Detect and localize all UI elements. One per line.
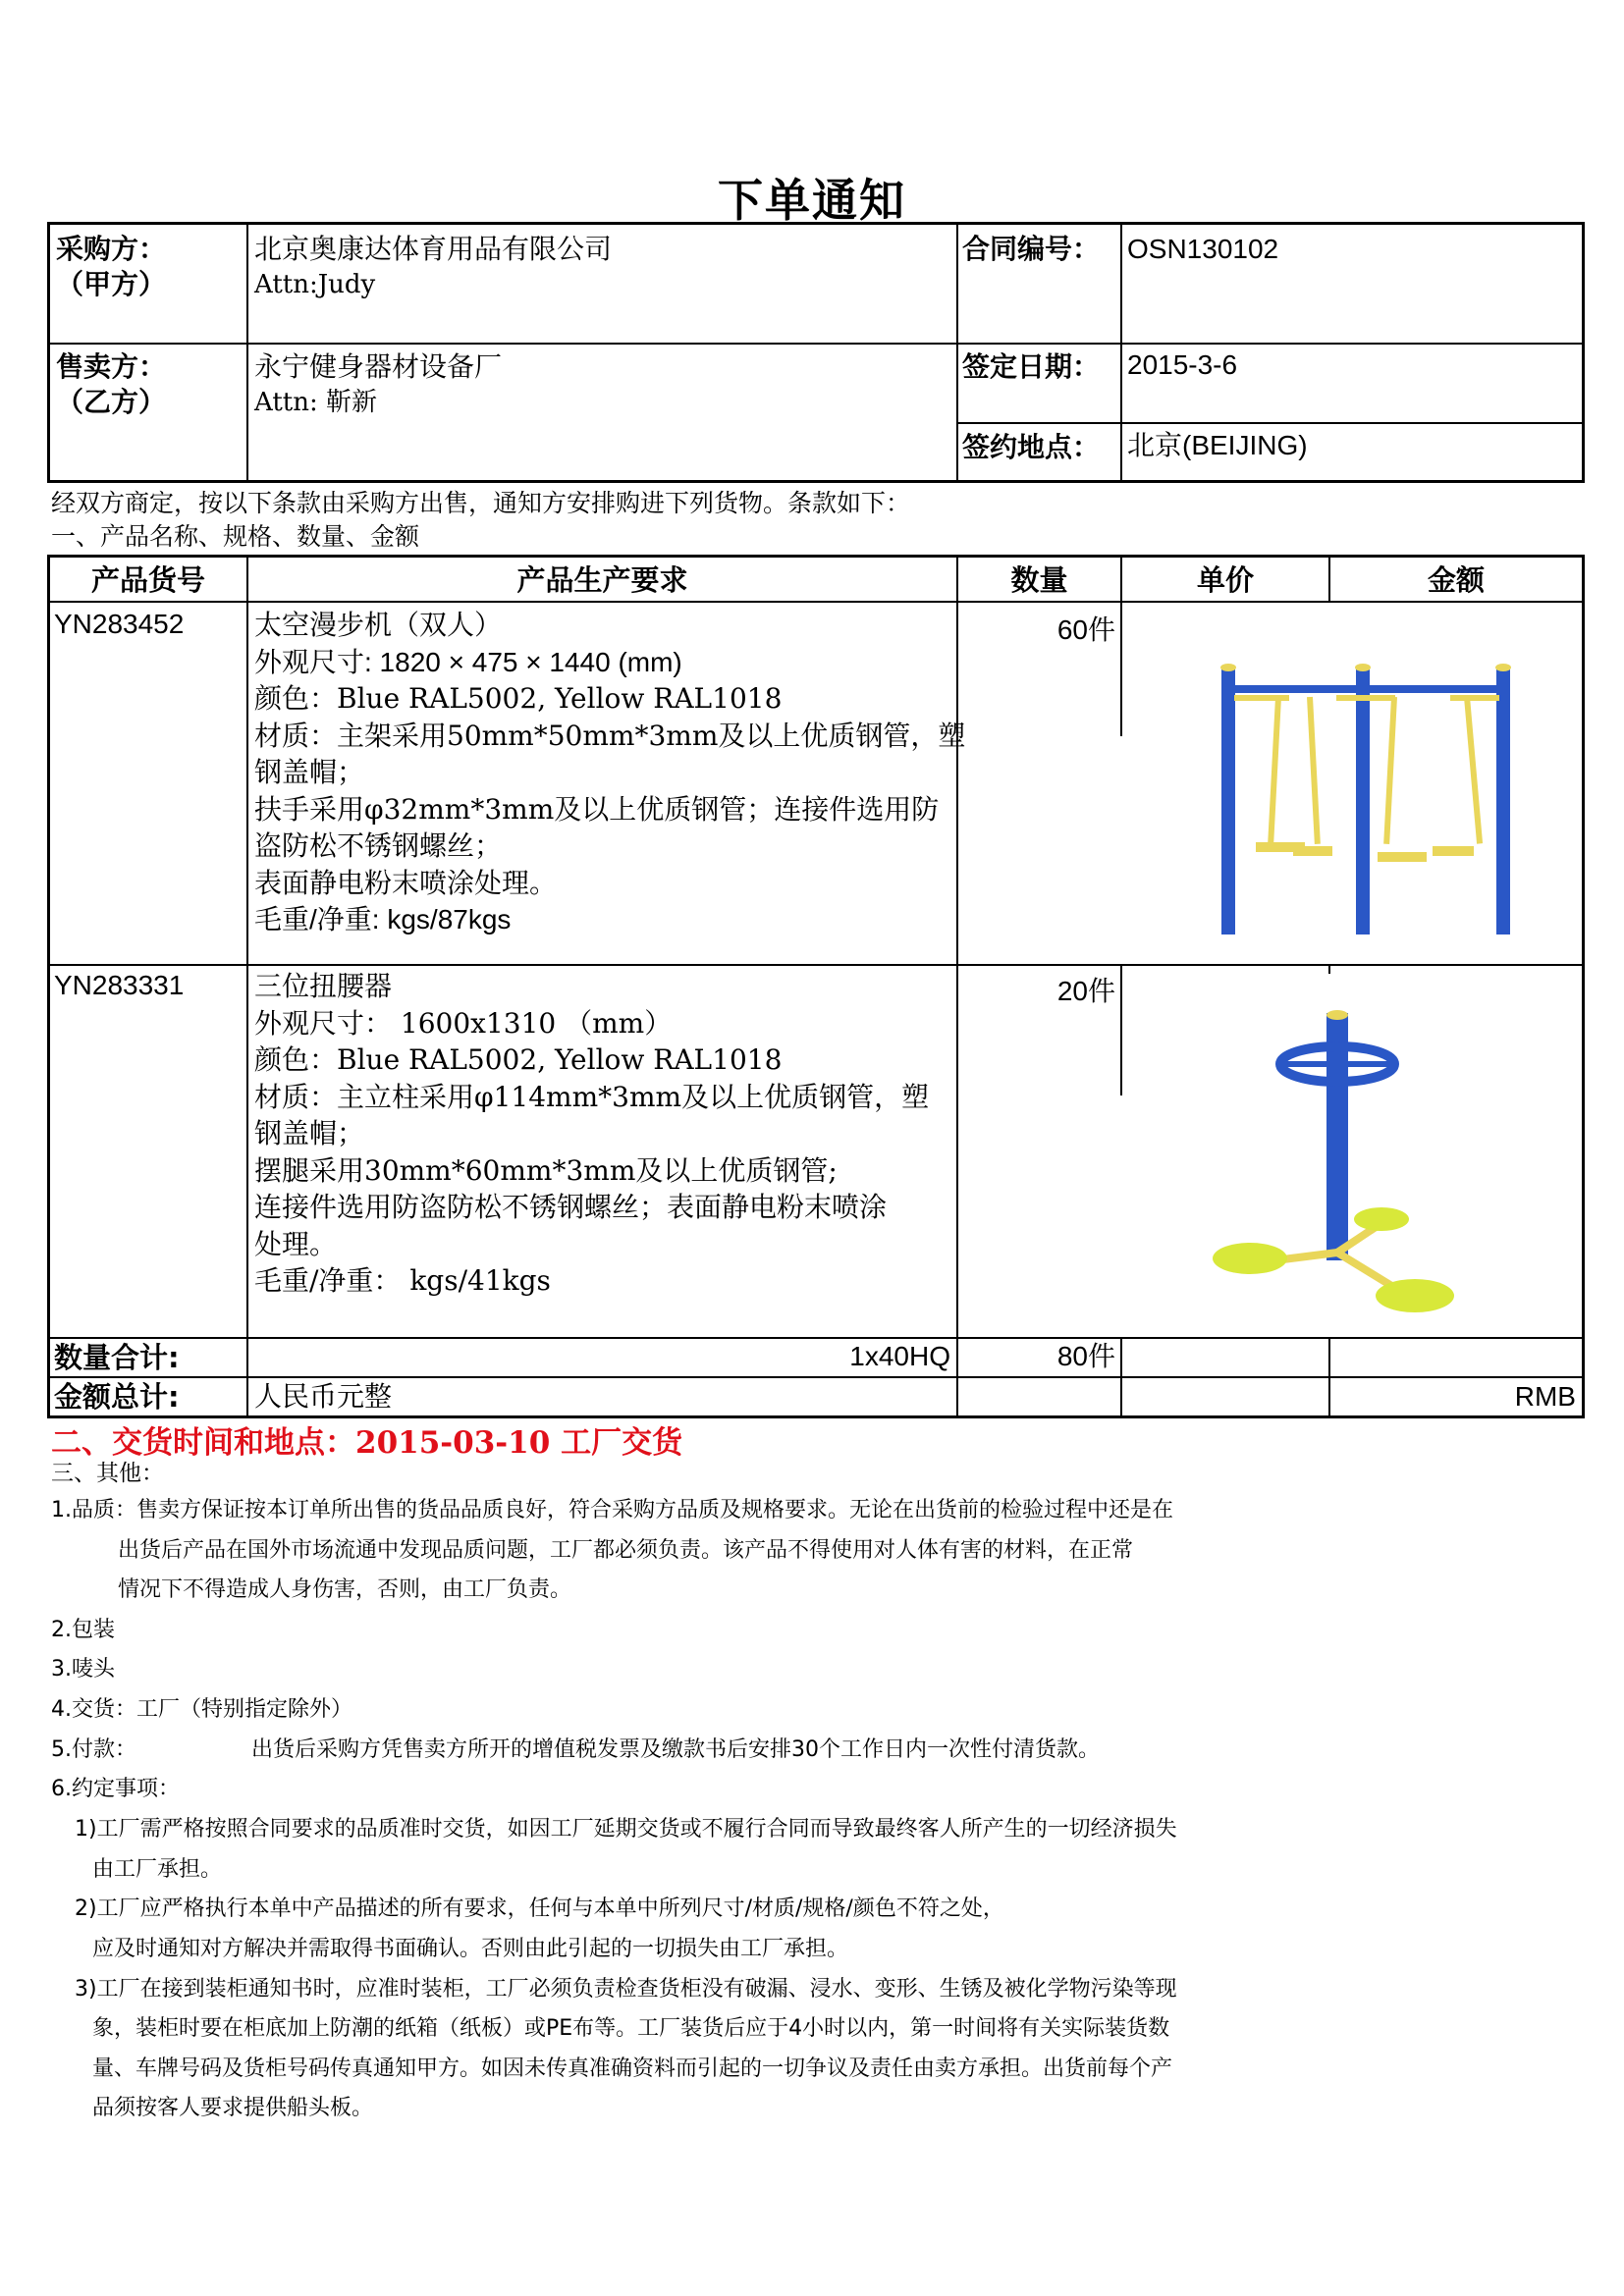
spec-line: 处理。: [254, 1227, 338, 1260]
sign-place-label: 签约地点：: [962, 431, 1101, 463]
term-delivery: 4.交货：工厂（特别指定除外）: [51, 1697, 352, 1722]
buyer-attn: Attn:Judy: [254, 270, 376, 299]
total-qty: 80件: [1056, 1341, 1115, 1371]
agreement-item-cont: 由工厂承担。: [92, 1857, 223, 1882]
total-qty-label: 数量合计:: [54, 1341, 180, 1374]
product-spec: [254, 968, 929, 1300]
buyer-party-label: （甲方）: [56, 268, 167, 300]
spec-line: 盗防松不锈钢螺丝；: [254, 829, 503, 862]
currency: RMB: [1514, 1381, 1576, 1412]
spec-line: 毛重/净重: kgs/87kgs: [254, 904, 512, 934]
divider: [50, 343, 1582, 345]
col-header-spec: 产品生产要求: [516, 563, 688, 597]
col-header-price: 单价: [1196, 563, 1254, 597]
spec-line: 毛重/净重： kgs/41kgs: [254, 1264, 551, 1297]
term-marks: 3.唛头: [51, 1657, 115, 1682]
term-quality: 1.品质：售卖方保证按本订单所出售的货品品质良好，符合采购方品质及规格要求。无论在出货前的检验过程中还是在: [51, 1498, 1173, 1522]
term-payment-label: 5.付款：: [51, 1737, 136, 1762]
agreement-item-cont: 应及时通知对方解决并需取得书面确认。否则由此引起的一切损失由工厂承担。: [92, 1937, 849, 1961]
product-code: YN283331: [54, 970, 185, 1000]
waist-twister-image: [1179, 1005, 1493, 1319]
spec-line: 钢盖帽；: [254, 756, 365, 788]
divider: [50, 1337, 1582, 1339]
agreement-item: 1)工厂需严格按照合同要求的品质准时交货，如因工厂延期交货或不履行合同而导致最终客人所产生的一切经济损失: [75, 1817, 1177, 1842]
seller-label: 售卖方：: [56, 350, 167, 383]
header-table: [47, 222, 1585, 483]
spec-line: 表面静电粉末喷涂处理。: [254, 866, 558, 899]
agreement-item: 2)工厂应严格执行本单中产品描述的所有要求，任何与本单中所列尺寸/材质/规格/颜色不符之处，: [75, 1896, 1004, 1921]
agreement-item: 3)工厂在接到装柜通知书时，应准时装柜，工厂必须负责检查货柜没有破漏、浸水、变形、生锈及被化学物污染等现: [75, 1977, 1177, 2002]
term-quality-cont: 情况下不得造成人身伤害，否则，由工厂负责。: [118, 1577, 572, 1602]
divider: [1120, 601, 1122, 736]
section3-title: 三、其他：: [51, 1461, 164, 1486]
divider: [50, 601, 1582, 603]
product-qty: 60件: [1056, 614, 1115, 645]
term-agreements: 6.约定事项：: [51, 1777, 180, 1801]
spec-line: 钢盖帽；: [254, 1117, 365, 1149]
spec-line: 颜色：Blue RAL5002, Yellow RAL1018: [254, 682, 783, 715]
spec-line: 外观尺寸： 1600x1310 （mm）: [254, 1006, 673, 1040]
page-title: 下单通知: [718, 174, 906, 227]
agreement-item-cont: 品须按客人要求提供船头板。: [92, 2096, 374, 2120]
spec-line: 颜色：Blue RAL5002, Yellow RAL1018: [254, 1043, 783, 1076]
divider: [50, 964, 1582, 966]
sign-place: 北京(BEIJING): [1127, 430, 1308, 460]
spec-line: 材质：主架采用50mm*50mm*3mm及以上优质钢管，塑: [254, 719, 966, 752]
sign-date-label: 签定日期：: [962, 350, 1101, 383]
agreement-item-cont: 象，装柜时要在柜底加上防潮的纸箱（纸板）或PE布等。工厂装货后应于4小时以内，第一时间将有关实际装货数: [92, 2016, 1170, 2041]
divider: [956, 225, 958, 480]
product-table: [47, 555, 1585, 1418]
buyer-name: 北京奥康达体育用品有限公司: [254, 233, 613, 265]
divider: [956, 422, 1582, 424]
divider: [1120, 225, 1122, 480]
term-quality-cont: 出货后产品在国外市场流通中发现品质问题，工厂都必须负责。该产品不得使用对人体有害的材料，在正常: [118, 1538, 1134, 1563]
buyer-label: 采购方：: [56, 233, 167, 265]
divider: [246, 225, 248, 480]
product-spec: [254, 607, 965, 938]
col-header-code: 产品货号: [90, 563, 205, 597]
container-type: 1x40HQ: [849, 1341, 950, 1371]
divider: [246, 558, 248, 1415]
term-packing: 2.包装: [51, 1618, 115, 1642]
seller-name: 永宁健身器材设备厂: [254, 350, 503, 383]
seller-attn: Attn: 靳新: [254, 388, 377, 417]
agreement-item-cont: 量、车牌号码及货柜号码传真通知甲方。如因未传真准确资料而引起的一切争议及责任由卖方承担。出货前每个产: [92, 2056, 1173, 2081]
spec-line: 连接件选用防盗防松不锈钢螺丝；表面静电粉末喷涂: [254, 1191, 888, 1223]
section1-title: 一、产品名称、规格、数量、金额: [51, 522, 420, 551]
seller-party-label: （乙方）: [56, 386, 167, 418]
divider: [1120, 964, 1122, 1095]
sign-date: 2015-3-6: [1127, 349, 1238, 380]
air-walker-image: [1169, 646, 1543, 940]
spec-line: 摆腿采用30mm*60mm*3mm及以上优质钢管;: [254, 1153, 838, 1187]
amount-in-words: 人民币元整: [254, 1380, 393, 1413]
spec-line: 扶手采用φ32mm*3mm及以上优质钢管；连接件选用防: [254, 792, 940, 826]
contract-no: OSN130102: [1127, 234, 1279, 264]
delivery-section-title: 二、交货时间和地点：2015-03-10 工厂交货: [51, 1425, 683, 1461]
term-payment: 出货后采购方凭售卖方所开的增值税发票及缴款书后安排30个工作日内一次性付清货款。: [251, 1737, 1100, 1762]
contract-no-label: 合同编号：: [962, 233, 1101, 265]
intro-text: 经双方商定，按以下条款由采购方出售，通知方安排购进下列货物。条款如下：: [51, 489, 911, 517]
product-qty: 20件: [1056, 976, 1115, 1006]
col-header-qty: 数量: [1010, 563, 1068, 597]
col-header-amount: 金额: [1427, 563, 1485, 597]
spec-line: 材质：主立柱采用φ114mm*3mm及以上优质钢管，塑: [254, 1080, 930, 1113]
spec-line: 太空漫步机（双人）: [254, 609, 503, 641]
spec-line: 外观尺寸: 1820 × 475 × 1440 (mm): [254, 646, 682, 677]
product-code: YN283452: [54, 609, 185, 639]
spec-line: 三位扭腰器: [254, 970, 393, 1002]
total-amount-label: 金额总计:: [54, 1380, 180, 1414]
